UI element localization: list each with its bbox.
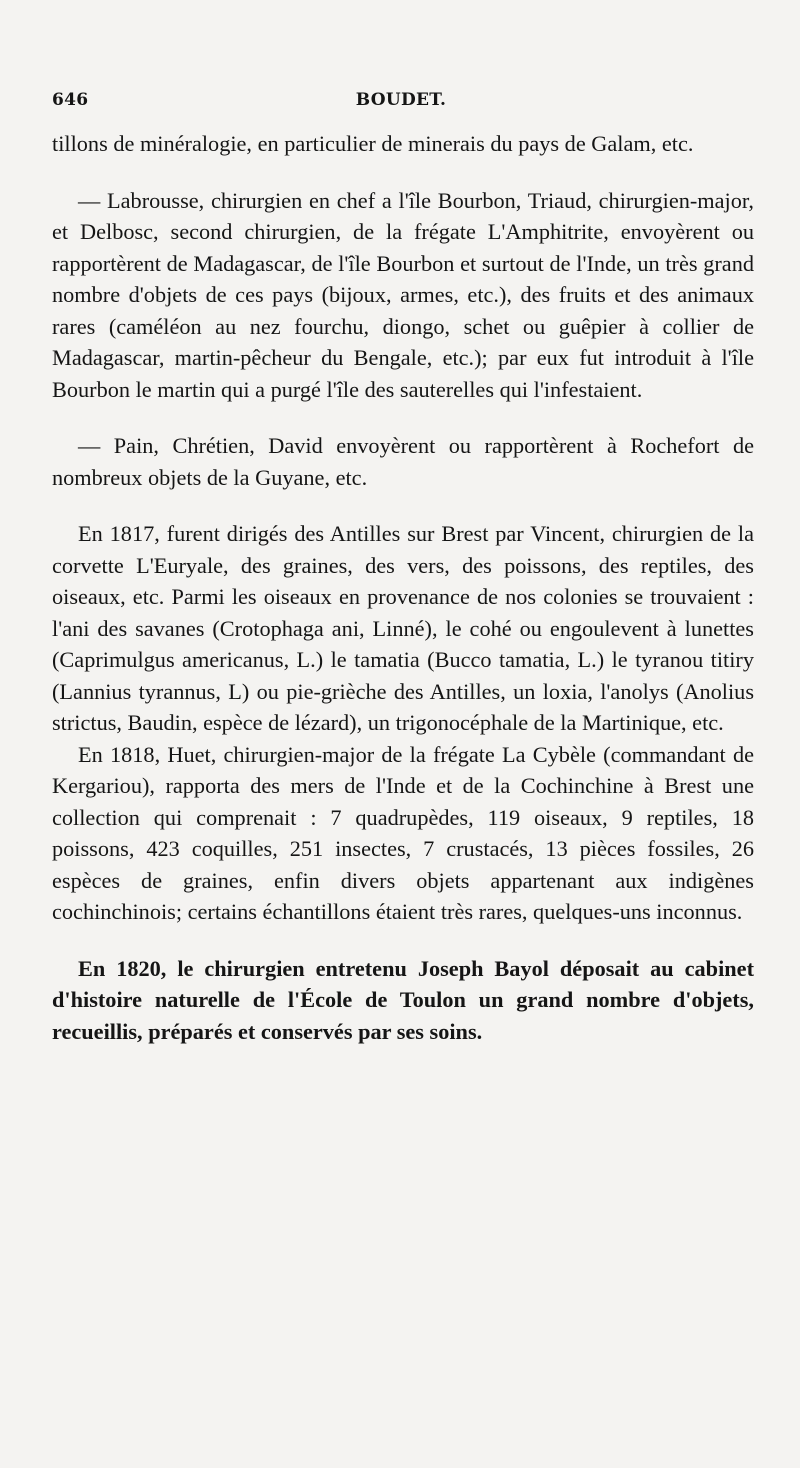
body-text (52, 128, 754, 1047)
page-header (52, 90, 750, 116)
running-head: BOUDET. (355, 90, 447, 110)
paragraph: — Pain, Chrétien, David envoyèrent ou rapportèrent à Rochefort de nombreux objets de la Guyane, etc. (52, 433, 754, 490)
page-number: 646 (52, 90, 89, 110)
paragraph: tillons de minéralogie, en particulier de minerais du pays de Galam, etc. (52, 131, 694, 156)
paragraph: En 1820, le chirurgien entretenu Joseph Bayol déposait au cabinet d'histoire naturelle de l'École de Toulon un grand nombre d'objets, recueillis, préparés et conservés par ses soins. (52, 955, 754, 1044)
paragraph: En 1817, furent dirigés des Antilles sur Brest par Vincent, chirurgien de la corvette L'Euryale, des graines, des vers, des poissons, des reptiles, des oiseaux, etc. Parmi les oiseaux en provenance de nos colonies se trouvaient : l'ani des savanes (Crotophaga ani, Linné), le cohé ou engoulevent à lunettes (Caprimulgus americanus, L.) le tamatia (Bucco tamatia, L.) le tyranou titiry (Lannius tyrannus, L) ou pie-grièche des Antilles, un loxia, l'anolys (Anolius strictus, Baudin, espèce de lézard), un trigonocéphale de la Martinique, etc. (52, 521, 754, 735)
paragraph: — Labrousse, chirurgien en chef a l'île Bourbon, Triaud, chirurgien-major, et Delbosc, second chirurgien, de la frégate L'Amphitrite, envoyèrent ou rapportèrent de Madagascar, de l'île Bourbon et surtout de l'Inde, un très grand nombre d'objets de ces pays (bijoux, armes, etc.), des fruits et des animaux rares (caméléon au nez fourchu, diongo, schet ou guêpier à collier de Madagascar, martin-pêcheur du Bengale, etc.); par eux fut introduit à l'île Bourbon le martin qui a purgé l'île des sauterelles qui l'infestaient. (52, 187, 754, 402)
paragraph: En 1818, Huet, chirurgien-major de la frégate La Cybèle (commandant de Kergariou), rapporta des mers de l'Inde et de la Cochinchine à Brest une collection qui comprenait : 7 quadrupèdes, 119 oiseaux, 9 reptiles, 18 poissons, 423 coquilles, 251 insectes, 7 crustacés, 13 pièces fossiles, 26 espèces de graines, enfin divers objets appartenant aux indigènes cochinchinois; certains échantillons étaient très rares, quelques-uns inconnus. (52, 741, 754, 924)
